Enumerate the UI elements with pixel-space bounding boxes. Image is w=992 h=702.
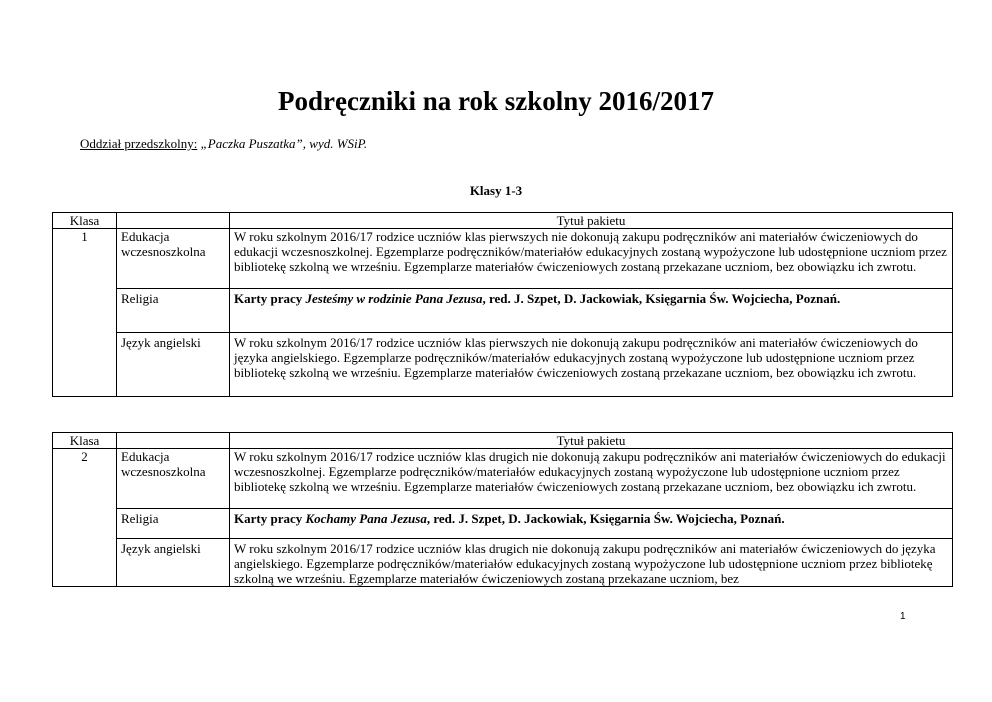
table-row — [53, 449, 953, 509]
grade-number: 2 — [53, 449, 117, 587]
page-title: Podręczniki na rok szkolny 2016/2017 — [277, 86, 715, 116]
package-text: W roku szkolnym 2016/17 rodzice uczniów klas pierwszych nie dokonują zakupu podręczników ani materiałów ćwiczeniowych do edukacji wczesnoszkolnej. Egzemplarze podręczników/materiałów edukacyjnych zostaną wypożyczone lub udostępnione uczniom przez bibliotekę szkolną we wrześniu. Egzemplarze materiałów ćwiczeniowych zostaną przekazane uczniom, bez obowiązku ich zwrotu. — [230, 229, 953, 289]
preschool-label: Oddział przedszkolny: — [80, 136, 198, 151]
package-text: W roku szkolnym 2016/17 rodzice uczniów klas drugich nie dokonują zakupu podręczników ani materiałów ćwiczeniowych do edukacji wczesnoszkolnej. Egzemplarze podręczników/materiałów edukacyjnych zostaną wypożyczone lub udostępnione uczniom przez bibliotekę szkolną we wrześniu. Egzemplarze materiałów ćwiczeniowych zostaną przekazane uczniom, bez obowiązku ich zwrotu. — [230, 449, 953, 509]
preschool-line — [80, 136, 367, 152]
page-number: 1 — [900, 611, 906, 622]
header-klasa: Klasa — [53, 213, 117, 229]
subject-cell: Język angielski — [117, 333, 230, 397]
subject-cell: Religia — [117, 289, 230, 333]
subject-cell: Edukacja wczesnoszkolna — [117, 449, 230, 509]
package-text-post: , red. J. Szpet, D. Jackowiak, Księgarnia Św. Wojciecha, Poznań. — [482, 291, 841, 306]
table-row — [53, 539, 953, 587]
table-row — [53, 229, 953, 289]
package-text: W roku szkolnym 2016/17 rodzice uczniów klas pierwszych nie dokonują zakupu podręczników ani materiałów ćwiczeniowych do języka angielskiego. Egzemplarze podręczników/materiałów edukacyjnych zostaną wypożyczone lub udostępnione uczniom przez bibliotekę szkolną we wrześniu. Egzemplarze materiałów ćwiczeniowych zostaną przekazane uczniom, bez obowiązku ich zwrotu. — [230, 333, 953, 397]
table-header-row — [53, 433, 953, 449]
header-klasa: Klasa — [53, 433, 117, 449]
package-text-post: , red. J. Szpet, D. Jackowiak, Księgarnia Św. Wojciecha, Poznań. — [426, 511, 785, 526]
package-text: W roku szkolnym 2016/17 rodzice uczniów klas drugich nie dokonują zakupu podręczników ani materiałów ćwiczeniowych do języka angielskiego. Egzemplarze podręczników/materiałów edukacyjnych zostaną wypożyczone lub udostępnione uczniom przez bibliotekę szkolną we wrześniu. Egzemplarze materiałów ćwiczeniowych zostaną przekazane uczniom, bez — [230, 539, 953, 587]
grade-1-table — [52, 212, 953, 397]
package-book-title: Jesteśmy w rodzinie Pana Jezusa — [305, 291, 483, 306]
header-tytul: Tytuł pakietu — [230, 433, 953, 449]
subject-cell: Edukacja wczesnoszkolna — [117, 229, 230, 289]
table-row — [53, 509, 953, 539]
grade-2-table — [52, 432, 953, 587]
table-row — [53, 333, 953, 397]
subject-cell: Religia — [117, 509, 230, 539]
package-text — [230, 289, 953, 333]
table-row — [53, 289, 953, 333]
section-title: Klasy 1-3 — [469, 183, 523, 198]
header-empty — [117, 433, 230, 449]
header-empty — [117, 213, 230, 229]
package-text-pre: Karty pracy — [234, 291, 306, 306]
header-tytul: Tytuł pakietu — [230, 213, 953, 229]
table-header-row — [53, 213, 953, 229]
package-book-title: Kochamy Pana Jezusa — [305, 511, 427, 526]
preschool-value: „Paczka Puszatka”, wyd. WSiP. — [197, 136, 368, 151]
grade-number: 1 — [53, 229, 117, 397]
subject-cell: Język angielski — [117, 539, 230, 587]
package-text — [230, 509, 953, 539]
package-text-pre: Karty pracy — [234, 511, 306, 526]
